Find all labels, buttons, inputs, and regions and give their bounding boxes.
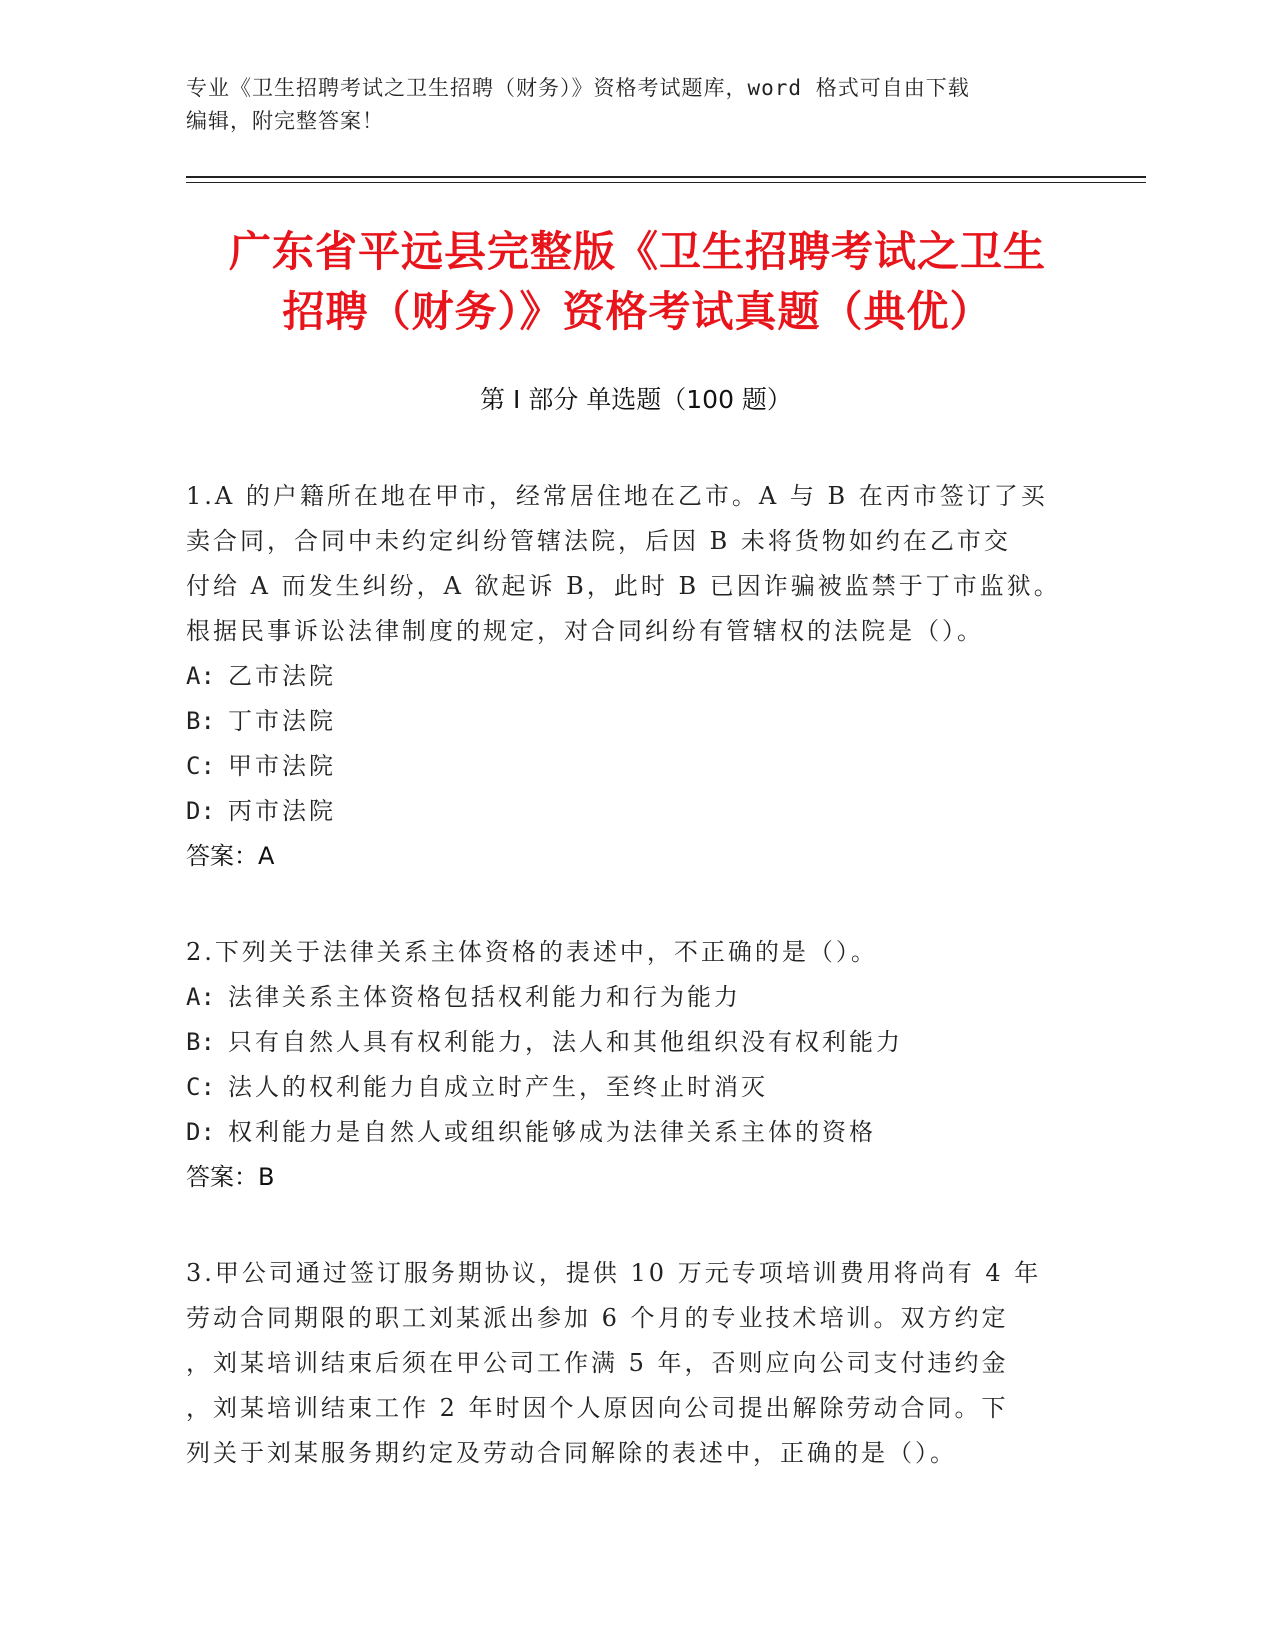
option-text: 只有自然人具有权利能力，法人和其他组织没有权利能力 — [228, 1028, 903, 1056]
option-key: D: — [186, 1118, 215, 1146]
title-line: 广东省平远县完整版《卫生招聘考试之卫生 — [228, 227, 1046, 276]
question-list — [186, 474, 1066, 1527]
option-text: 权利能力是自然人或组织能够成为法律关系主体的资格 — [228, 1118, 876, 1146]
stem-line: 卖合同，合同中未约定纠纷管辖法院，后因 B 未将货物如约在乙市交 — [186, 527, 1011, 555]
stem-line: 劳动合同期限的职工刘某派出参加 6 个月的专业技术培训。双方约定 — [186, 1304, 1009, 1332]
stem-line: 根据民事诉讼法律制度的规定，对合同纠纷有管辖权的法院是（）。 — [186, 617, 984, 645]
option-d — [186, 789, 1066, 834]
option-text: 法人的权利能力自成立时产生，至终止时消灭 — [228, 1073, 768, 1101]
option-key: D: — [186, 797, 215, 825]
question-stem — [186, 1251, 1066, 1476]
option-text: 丁市法院 — [228, 707, 336, 735]
option-a — [186, 654, 1066, 699]
stem-line: 3.甲公司通过签订服务期协议，提供 10 万元专项培训费用将尚有 4 年 — [186, 1259, 1042, 1287]
option-key: B: — [186, 707, 215, 735]
stem-line: ，刘某培训结束后须在甲公司工作满 5 年，否则应向公司支付违约金 — [186, 1349, 1009, 1377]
option-b — [186, 1020, 1066, 1065]
answer: 答案：A — [186, 842, 275, 870]
option-text: 丙市法院 — [228, 797, 336, 825]
header-note-line: 专业《卫生招聘考试之卫生招聘（财务）》资格考试题库，word 格式可自由下载 — [186, 76, 970, 100]
option-key: A: — [186, 662, 215, 690]
question-2 — [186, 930, 1066, 1200]
stem-line: ，刘某培训结束工作 2 年时因个人原因向公司提出解除劳动合同。下 — [186, 1394, 1009, 1422]
option-text: 甲市法院 — [228, 752, 336, 780]
title-line: 招聘（财务）》资格考试真题（典优） — [282, 287, 993, 336]
option-key: C: — [186, 1073, 215, 1101]
stem-line: 2.下列关于法律关系主体资格的表述中，不正确的是（）。 — [186, 938, 878, 966]
option-b — [186, 699, 1066, 744]
option-text: 乙市法院 — [228, 662, 336, 690]
stem-line: 付给 A 而发生纠纷，A 欲起诉 B，此时 B 已因诈骗被监禁于丁市监狱。 — [186, 572, 1061, 600]
document-title — [150, 222, 1125, 342]
option-text: 法律关系主体资格包括权利能力和行为能力 — [228, 983, 741, 1011]
option-key: A: — [186, 983, 215, 1011]
option-key: C: — [186, 752, 215, 780]
question-3 — [186, 1251, 1066, 1476]
question-stem — [186, 930, 1066, 975]
answer: 答案：B — [186, 1163, 275, 1191]
option-d — [186, 1110, 1066, 1155]
stem-line: 1.A 的户籍所在地在甲市，经常居住地在乙市。A 与 B 在丙市签订了买 — [186, 482, 1048, 510]
header-note-line: 编辑，附完整答案！ — [186, 109, 384, 133]
option-c — [186, 744, 1066, 789]
question-1 — [186, 474, 1066, 879]
header-divider — [186, 176, 1146, 178]
stem-line: 列关于刘某服务期约定及劳动合同解除的表述中，正确的是（）。 — [186, 1439, 957, 1467]
header-note — [186, 72, 1066, 138]
option-key: B: — [186, 1028, 215, 1056]
section-heading: 第 I 部分 单选题（100 题） — [480, 385, 792, 414]
option-c — [186, 1065, 1066, 1110]
header-divider-thin — [186, 182, 1146, 183]
question-stem — [186, 474, 1066, 654]
option-a — [186, 975, 1066, 1020]
